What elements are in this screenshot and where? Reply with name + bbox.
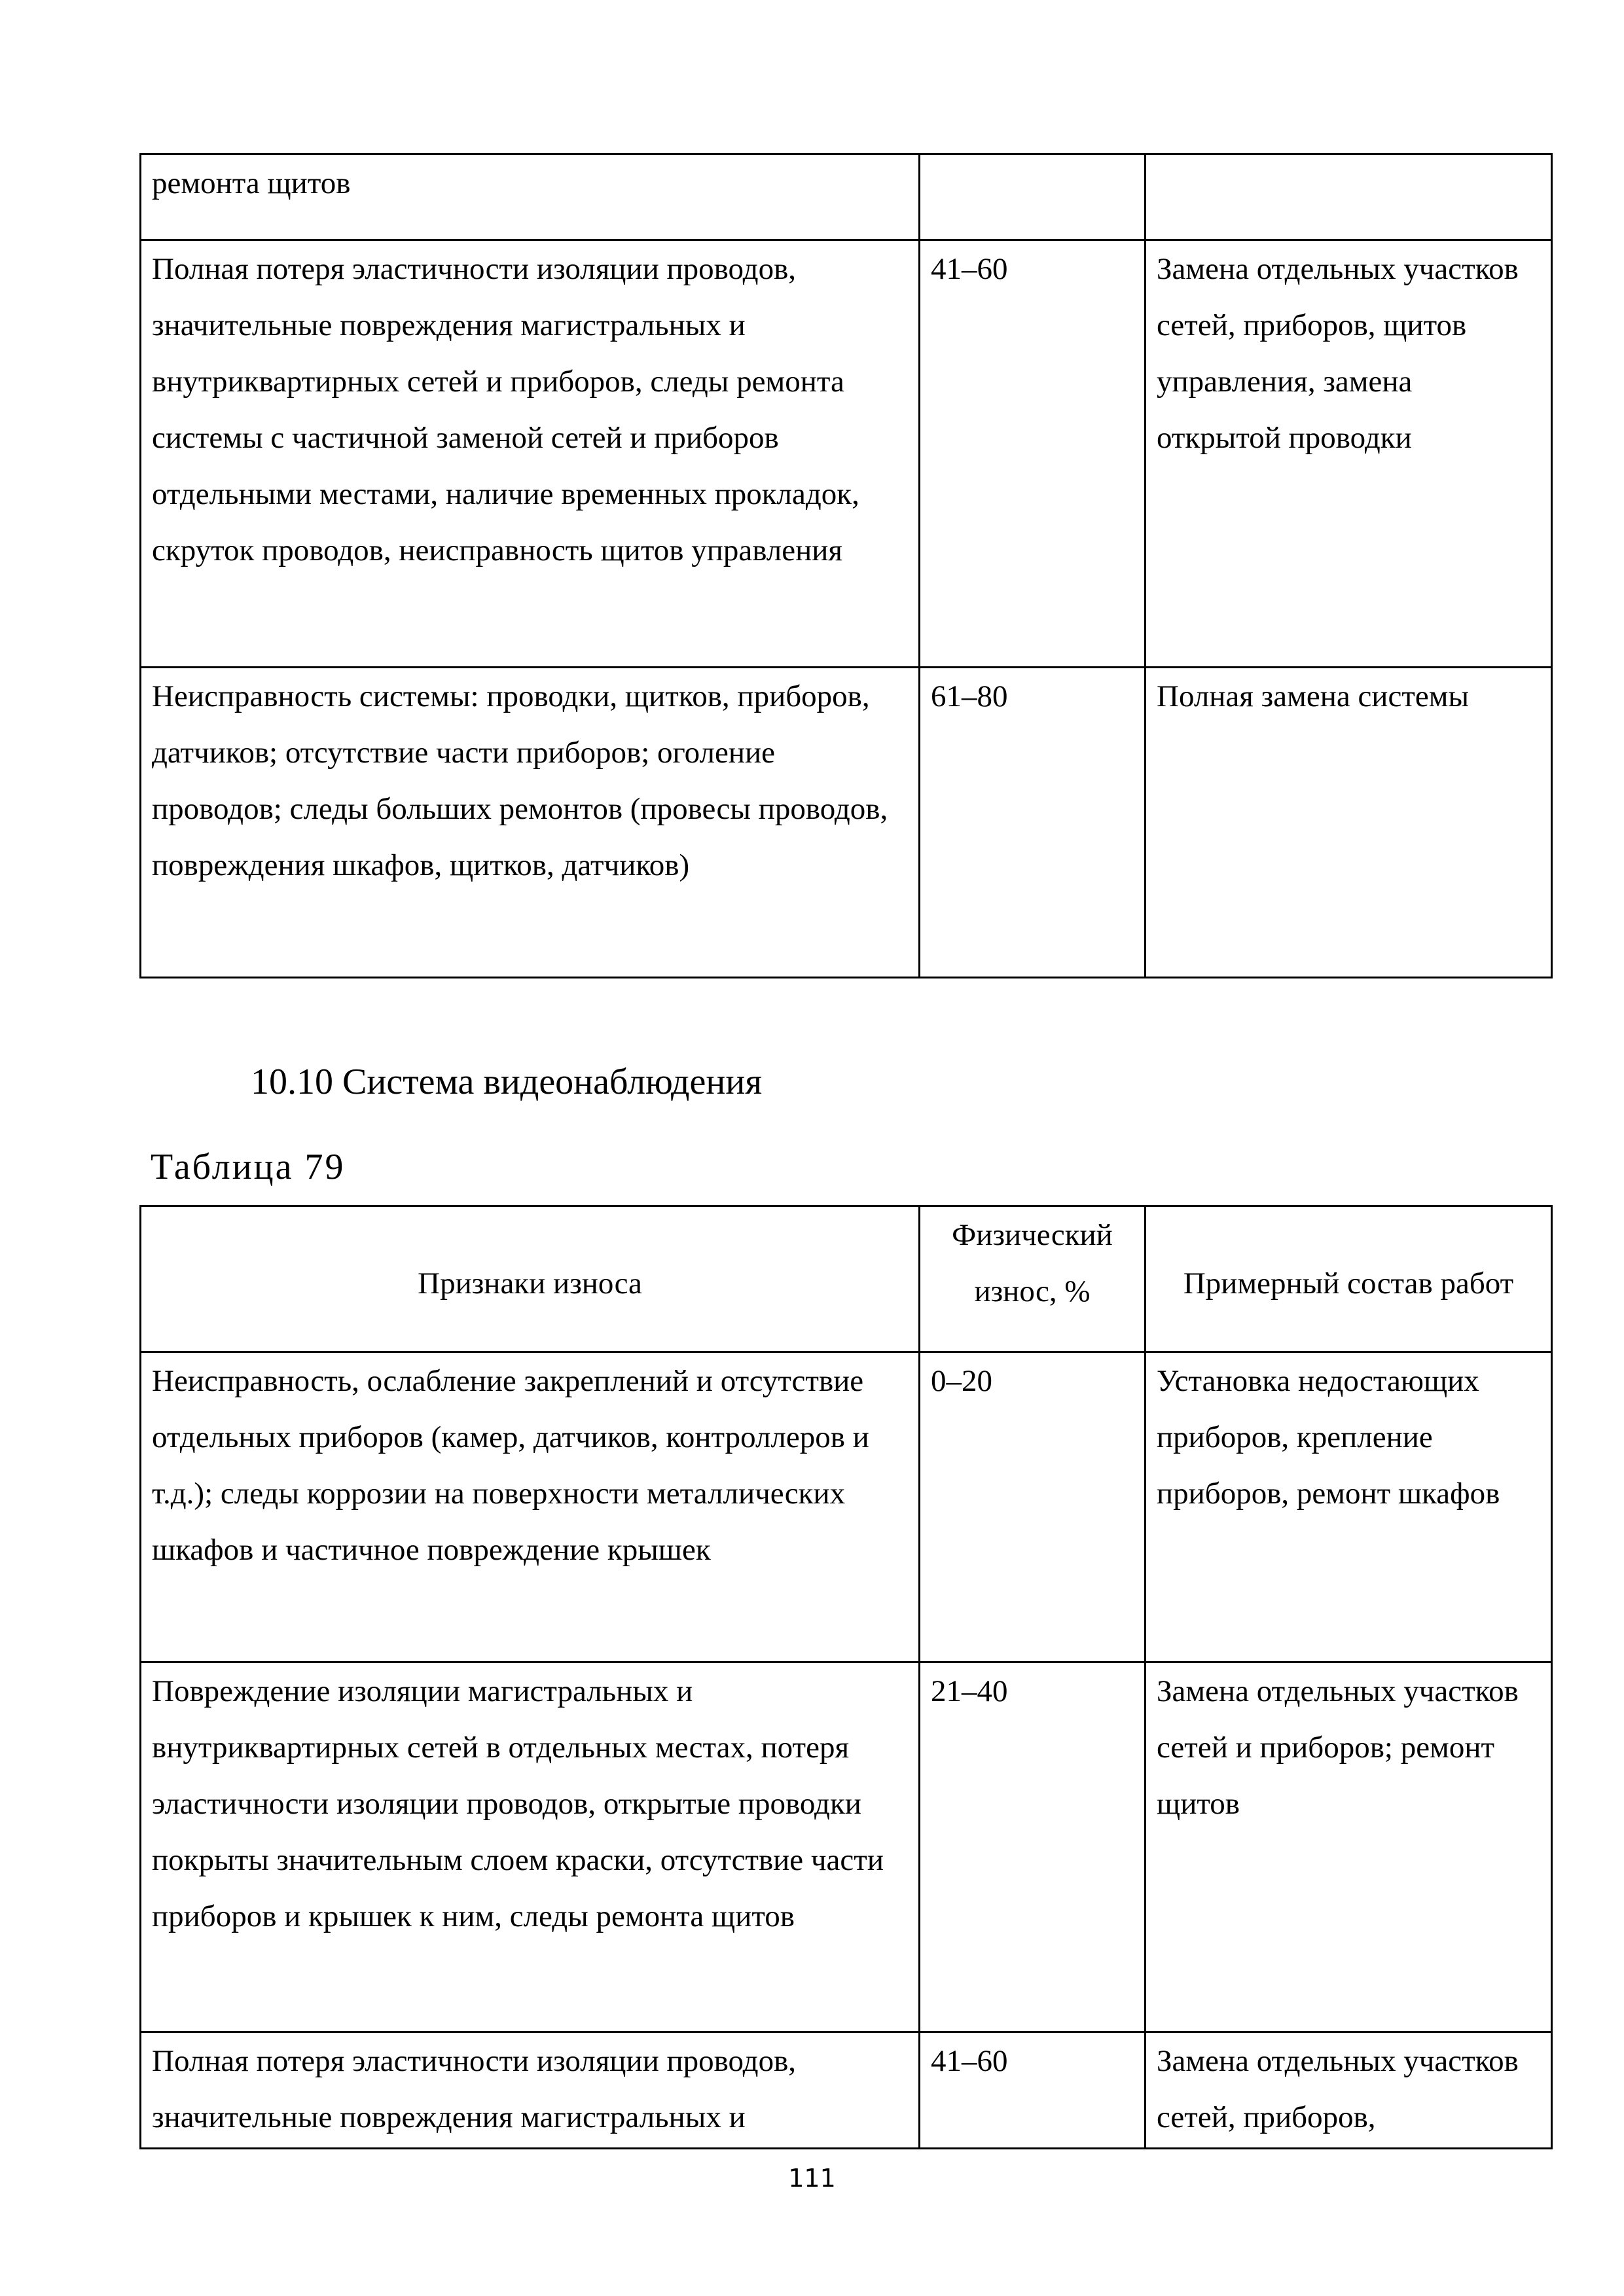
wear-table-79 xyxy=(139,1205,1553,2149)
wear-percent-cell: 61–80 xyxy=(920,668,1146,978)
wear-signs-cell: Неисправность системы: проводки, щитков, приборов, датчиков; отсутствие части приборов; оголение проводов; следы больших ремонтов (провесы проводов, повреждения шкафов, щитков, датчиков) xyxy=(141,668,920,978)
works-cell: Замена отдельных участков сетей, приборов, щитов управления, замена открытой проводки xyxy=(1146,240,1552,668)
wear-percent-cell: 41–60 xyxy=(920,240,1146,668)
works-cell: Установка недостающих приборов, крепление приборов, ремонт шкафов xyxy=(1146,1352,1552,1662)
header-wear-line1: Физический xyxy=(952,1218,1113,1252)
wear-percent-cell: 41–60 xyxy=(920,2032,1146,2149)
table-header-row xyxy=(141,1206,1552,1352)
table-caption: Таблица 79 xyxy=(151,1147,346,1187)
table-row xyxy=(141,154,1552,240)
page-number: 111 xyxy=(788,2164,836,2193)
wear-signs-cell: Полная потеря эластичности изоляции проводов, значительные повреждения магистральных и xyxy=(141,2032,920,2149)
works-cell xyxy=(1146,154,1552,240)
section-heading: 10.10 Система видеонаблюдения xyxy=(251,1062,763,1102)
table-row xyxy=(141,240,1552,668)
works-cell: Полная замена системы xyxy=(1146,668,1552,978)
wear-signs-cell: ремонта щитов xyxy=(141,154,920,240)
wear-percent-cell: 0–20 xyxy=(920,1352,1146,1662)
wear-signs-cell: Повреждение изоляции магистральных и внутриквартирных сетей в отдельных местах, потеря эластичности изоляции проводов, открытые проводки покрыты значительным слоем краски, отсутствие части приборов и крышек к ним, следы ремонта щитов xyxy=(141,1662,920,2032)
wear-signs-cell: Неисправность, ослабление закреплений и отсутствие отдельных приборов (камер, датчиков, контроллеров и т.д.); следы коррозии на поверхности металлических шкафов и частичное повреждение крышек xyxy=(141,1352,920,1662)
header-works: Примерный состав работ xyxy=(1146,1206,1552,1352)
header-wear xyxy=(920,1206,1146,1352)
table-row xyxy=(141,1662,1552,2032)
wear-percent-cell: 21–40 xyxy=(920,1662,1146,2032)
header-signs: Признаки износа xyxy=(141,1206,920,1352)
header-wear-line2: износ, % xyxy=(974,1274,1091,1308)
table-row xyxy=(141,1352,1552,1662)
works-cell: Замена отдельных участков сетей, приборов, xyxy=(1146,2032,1552,2149)
wear-percent-cell xyxy=(920,154,1146,240)
wear-signs-cell: Полная потеря эластичности изоляции проводов, значительные повреждения магистральных и внутриквартирных сетей и приборов, следы ремонта системы с частичной заменой сетей и приборов отдельными местами, наличие временных прокладок, скруток проводов, неисправность щитов управления xyxy=(141,240,920,668)
table-row xyxy=(141,668,1552,978)
works-cell: Замена отдельных участков сетей и приборов; ремонт щитов xyxy=(1146,1662,1552,2032)
table-row xyxy=(141,2032,1552,2149)
wear-table-continued xyxy=(139,153,1553,978)
